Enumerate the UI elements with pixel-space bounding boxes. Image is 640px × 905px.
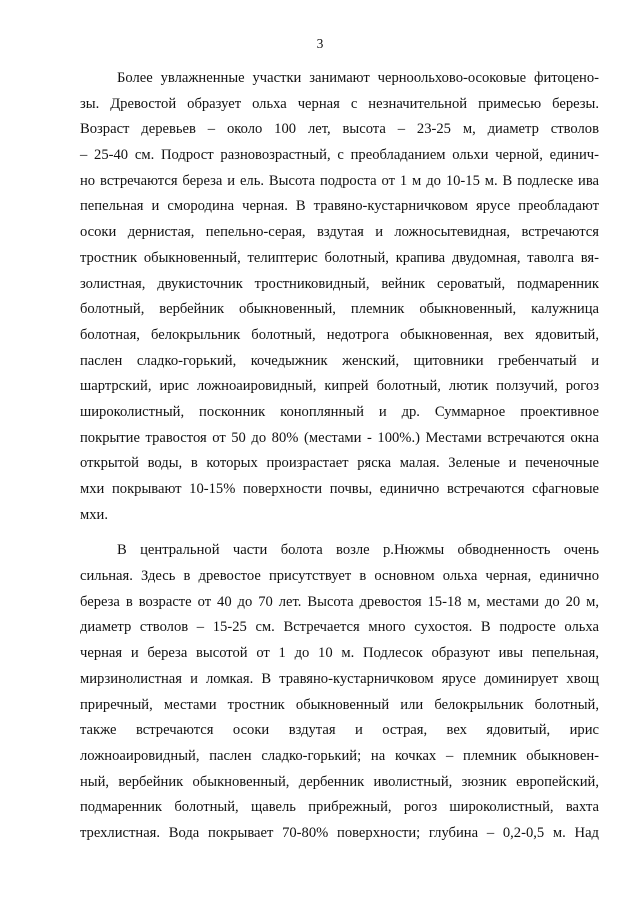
text-line: но встречаются береза и ель. Высота подроста от 1 м до 10-15 м. В подлеске ива [80,172,599,189]
text-line: шартрский, ирис ложноаировидный, кипрей болотный, лютик ползучий, рогоз [80,378,599,395]
text-line: открытой воды, в которых произрастает ряска малая. Зеленые и печеночные [80,455,599,472]
paragraph-2 [80,538,599,846]
text-line: болотный, вербейник обыкновенный, племник обыкновенный, калужница [80,301,599,318]
text-line: покрытие травостоя от 50 до 80% (местами - 100%.) Местами встречаются окна [80,429,599,446]
text-line: зы. Древостой образует ольха черная с незначительной примесью березы. [80,95,599,112]
text-line: диаметр стволов – 15-25 см. Встречается много сухостоя. В подросте ольха [80,619,599,636]
text-line: Возраст деревьев – около 100 лет, высота – 23-25 м, диаметр стволов [80,121,599,138]
text-line: сильная. Здесь в древостое присутствует в основном ольха черная, единично [80,568,599,585]
text-line: тростник обыкновенный, телиптерис болотный, крапива двудомная, таволга вя- [80,249,599,266]
text-line: паслен сладко-горький, кочедыжник женский, щитовники гребенчатый и [80,352,599,369]
text-line: мхи. [80,506,108,523]
text-line: приречный, местами тростник обыкновенный или белокрыльник болотный, [80,696,599,713]
text-line: – 25-40 см. Подрост разновозрастный, с преобладанием ольхи черной, единич- [80,147,599,164]
text-line: осоки дернистая, пепельно-серая, вздутая и ложносытевидная, встречаются [80,224,599,241]
text-line: пепельная и смородина черная. В травяно-кустарничковом ярусе преобладают [80,198,599,215]
text-line: широколистный, посконник коноплянный и др. Суммарное проективное [80,403,599,420]
text-line: также встречаются осоки вздутая и острая, вех ядовитый, ирис [80,722,599,739]
page-number: 3 [316,36,324,51]
body-text [80,66,599,847]
paragraph-1 [80,66,599,528]
text-line: береза в возрасте от 40 до 70 лет. Высота древостоя 15-18 м, местами до 20 м, [80,593,599,610]
text-line: подмаренник болотный, щавель прибрежный, рогоз широколистный, вахта [80,799,599,816]
text-line: болотная, белокрыльник болотный, недотрога обыкновенная, вех ядовитый, [80,326,599,343]
text-line: мхи покрывают 10-15% поверхности почвы, единично встречаются сфагновые [80,481,599,497]
text-line: ный, вербейник обыкновенный, дербенник иволистный, зюзник европейский, [80,773,599,790]
text-line: В центральной части болота возле р.Нюжмы обводненность очень [117,542,599,559]
text-line: черная и береза высотой от 1 до 10 м. Подлесок образуют ивы пепельная, [80,645,599,662]
paragraph-spacer [80,528,599,538]
text-line: золистная, двукисточник тростниковидный, вейник сероватый, подмаренник [80,275,599,292]
text-line: мирзинолистная и ломкая. В травяно-кустарничковом ярусе доминирует хвощ [80,670,599,687]
text-line: Более увлажненные участки занимают черноольхово-осоковые фитоцено- [117,70,599,86]
text-line: ложноаировидный, паслен сладко-горький; на кочках – племник обыкновен- [80,747,599,764]
text-line: трехлистная. Вода покрывает 70-80% поверхности; глубина – 0,2-0,5 м. Над [80,824,599,841]
